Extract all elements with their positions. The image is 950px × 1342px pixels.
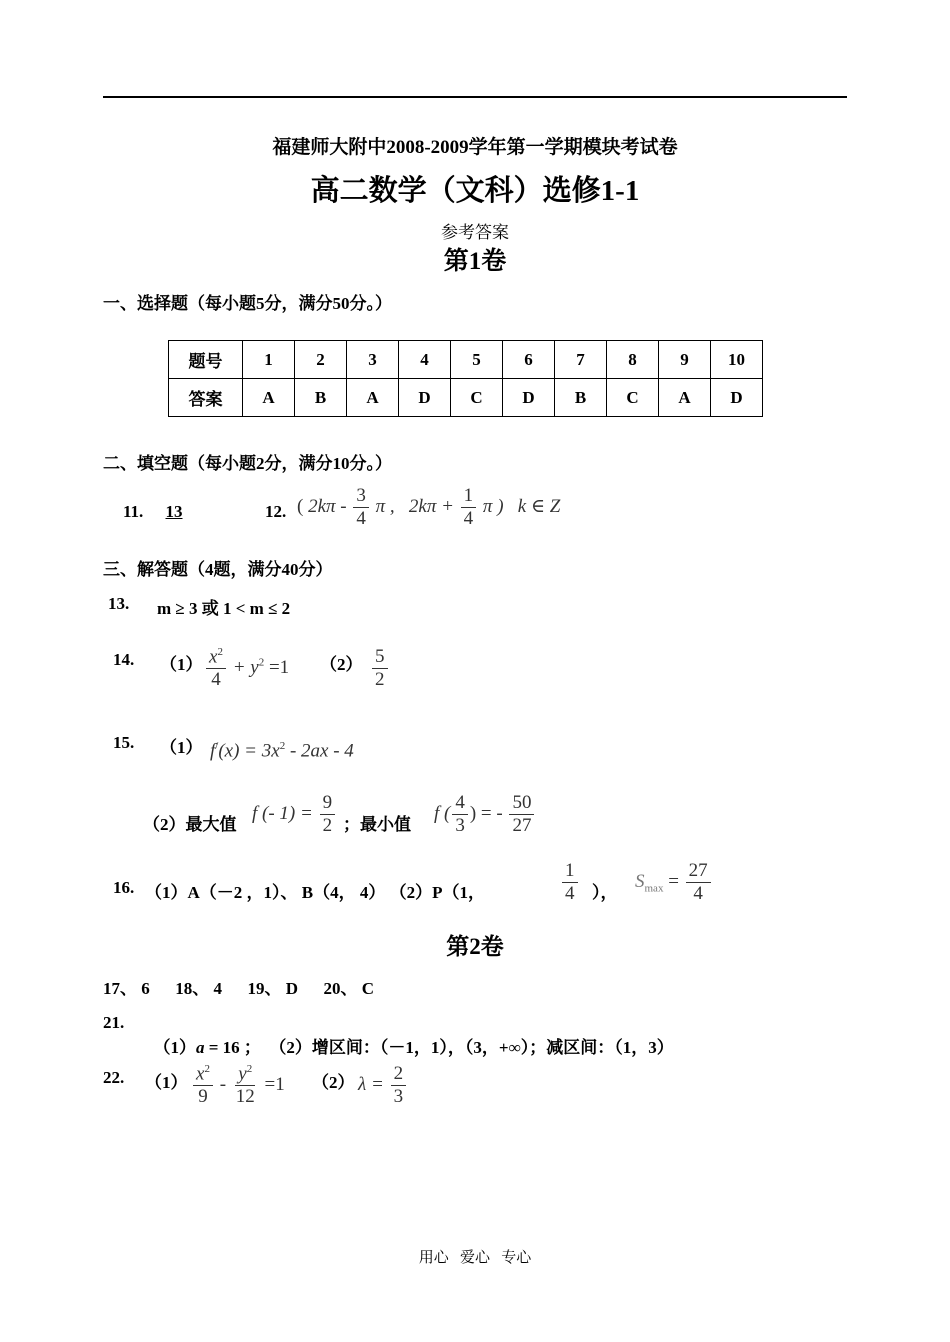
q12-frac1-den: 4: [356, 507, 366, 529]
table-cell: 7: [555, 341, 607, 379]
q15-expr-b: (x) = 3x: [218, 740, 280, 762]
table-cell: A: [659, 379, 711, 417]
q16-text-2: ），: [592, 883, 618, 902]
q16-eq: =: [668, 870, 679, 892]
q22-part1: （1）: [145, 1073, 188, 1092]
q15-min-expr: [434, 793, 536, 836]
q14-ans2-den: 2: [375, 668, 385, 690]
q11-label: 11.: [123, 502, 144, 521]
q15-separator: ；最小值: [343, 815, 411, 834]
q12-frac1-num: 3: [353, 486, 369, 508]
answer-table: [168, 340, 763, 417]
school-line: 福建师大附中2008-2009学年第一学期模块考试卷: [272, 137, 678, 158]
q15-min-arg-den: 3: [455, 814, 465, 836]
q22-fraction-1: [193, 1064, 213, 1107]
table-cell: 9: [659, 341, 711, 379]
main-title: 高二数学（文科）选修1-1: [310, 175, 640, 207]
q15-part1: （1）: [160, 738, 203, 757]
q15-max-lhs: f (- 1) =: [252, 802, 313, 824]
q15-derivative: [210, 740, 354, 762]
q16-s-sub: max: [644, 882, 664, 895]
q15-max-fraction: [320, 793, 336, 836]
q15-min-lhs-a: f (: [434, 802, 451, 824]
q22-lambda-fraction: [391, 1064, 407, 1107]
q14-frac-den: 4: [211, 669, 221, 691]
q16-s-num: 27: [686, 861, 711, 883]
q16-text-1: （1）A（－2 ，1）、 B（4， 4） （2）P（1，: [145, 883, 485, 902]
q22-l-den: 3: [393, 1085, 404, 1107]
q16-label: 16.: [113, 878, 135, 897]
q15-min-lhs-b: ) = -: [469, 802, 503, 824]
q22-fraction-2: [233, 1064, 258, 1107]
q12-open-paren: (: [297, 495, 304, 517]
q22-y-exp: 2: [246, 1063, 253, 1075]
table-cell: C: [451, 379, 503, 417]
table-row: [169, 341, 763, 379]
q12-pi1: π ,: [375, 495, 395, 517]
table-row: [169, 379, 763, 417]
q14-expr-1: [204, 647, 289, 690]
table-cell: C: [607, 379, 659, 417]
table-cell: 4: [399, 341, 451, 379]
q17-20-answers: 17、 6 18、 4 19、 D 20、 C: [103, 979, 375, 998]
q14-x-exp: 2: [217, 646, 223, 658]
q22-minus: -: [219, 1073, 227, 1095]
section-3-heading: 三、解答题（4题，满分40分）: [103, 560, 333, 579]
q14-part1: （1）: [160, 655, 203, 674]
q13-label: 13.: [108, 594, 130, 613]
q11-answer-value: 13: [165, 502, 183, 521]
q22-x-exp: 2: [204, 1063, 210, 1075]
q16-p-den: 4: [565, 882, 575, 904]
row-label-answer: 答案: [169, 379, 243, 417]
q21-text-b: = 16 ； （2）增区间：（－1，1），（3，+∞）；减区间：（1，3）: [204, 1038, 674, 1057]
q22-l-num: 2: [391, 1064, 407, 1086]
q12-term1: 2kπ -: [308, 495, 347, 517]
q15-label: 15.: [113, 733, 135, 752]
q16-p-fraction: [562, 861, 578, 904]
q16-s: S: [635, 870, 645, 892]
q22-eq: =1: [264, 1073, 285, 1095]
q12-fraction-2: [461, 486, 477, 529]
q12-label: 12.: [265, 502, 287, 521]
table-cell: D: [503, 379, 555, 417]
q16-s-den: 4: [693, 882, 703, 904]
table-cell: B: [555, 379, 607, 417]
q14-frac-num: [206, 647, 226, 669]
table-cell: B: [295, 379, 347, 417]
q15-max-expr: [252, 793, 337, 836]
table-cell: 6: [503, 341, 555, 379]
q15-min-arg-num: 4: [452, 793, 468, 815]
q12-expression: [297, 486, 560, 529]
q22-f2-num: [235, 1064, 255, 1086]
q16-p-num: 1: [562, 861, 578, 883]
q16-p-fraction-wrap: [560, 861, 580, 904]
table-cell: D: [711, 379, 763, 417]
table-cell: 5: [451, 341, 503, 379]
q22-f1-num: [193, 1064, 213, 1086]
section-2-heading: 二、填空题（每小题2分，满分10分。）: [103, 454, 392, 473]
q15-expr-c: - 2ax - 4: [289, 740, 354, 762]
q15-prime: /: [215, 740, 219, 752]
q13-answer: m ≥ 3 或 1 < m ≤ 2: [157, 599, 291, 618]
q22-part2: （2）: [312, 1073, 355, 1092]
section-1-heading: 一、选择题（每小题5分，满分50分。）: [103, 294, 392, 313]
q14-expr-2: [370, 647, 390, 690]
q14-part2: （2）: [320, 655, 363, 674]
q14-ans2-fraction: [372, 647, 388, 690]
table-cell: 10: [711, 341, 763, 379]
footer-motto: 用心 爱心 专心: [418, 1250, 532, 1266]
q12-fraction-1: [353, 486, 369, 529]
q21-variable-a: a: [196, 1038, 205, 1057]
row-label-number: 题号: [169, 341, 243, 379]
q22-f1-den: 9: [198, 1086, 208, 1108]
q22-label: 22.: [103, 1068, 125, 1087]
table-cell: D: [399, 379, 451, 417]
q12-frac2-den: 4: [463, 507, 474, 529]
q14-ans2-num: 5: [372, 647, 388, 669]
table-cell: A: [347, 379, 399, 417]
q14-y-exp: 2: [258, 656, 265, 669]
q22-f2-den: 12: [235, 1086, 255, 1108]
header-rule: [103, 96, 847, 98]
q22-y: y: [238, 1063, 247, 1085]
q15-f: f: [210, 740, 216, 762]
q16-smax-expr: [635, 861, 713, 904]
q22-expr-2: [358, 1064, 408, 1107]
q21-text-a: （1）: [153, 1038, 196, 1057]
q15-min-fraction: [509, 793, 534, 836]
q12-pi2: π ): [482, 495, 504, 517]
q12-condition: k ∈ Z: [517, 495, 561, 517]
q12-term2: 2kπ +: [408, 495, 454, 517]
volume-2-title: 第2卷: [446, 934, 504, 959]
q15-min-arg-fraction: [452, 793, 468, 836]
q15-max-den: 2: [322, 814, 333, 836]
q21-label: 21.: [103, 1013, 125, 1032]
q14-label: 14.: [113, 650, 135, 669]
q15-max-num: 9: [320, 793, 336, 815]
q14-fraction: [206, 647, 226, 690]
answer-key-subtitle: 参考答案: [441, 223, 509, 242]
table-cell: 1: [243, 341, 295, 379]
q22-x: x: [196, 1063, 205, 1085]
q15-exp: 2: [279, 740, 286, 752]
q16-s-fraction: [686, 861, 711, 904]
q14-eq: =1: [268, 656, 290, 678]
q14-x: x: [209, 646, 218, 668]
q21-answer: [145, 1013, 674, 1058]
q15-part2: （2）最大值: [143, 815, 237, 834]
q15-min-num: 50: [509, 793, 534, 815]
q12-frac2-num: 1: [461, 486, 477, 508]
q15-min-den: 27: [512, 814, 532, 836]
table-cell: 2: [295, 341, 347, 379]
table-cell: 3: [347, 341, 399, 379]
volume-1-title: 第1卷: [443, 248, 507, 275]
q22-lambda: λ =: [358, 1073, 384, 1095]
q11-answer: [155, 502, 193, 522]
table-cell: A: [243, 379, 295, 417]
q14-y-term: + y: [232, 656, 259, 678]
table-cell: 8: [607, 341, 659, 379]
q22-expr-1: [191, 1064, 285, 1107]
